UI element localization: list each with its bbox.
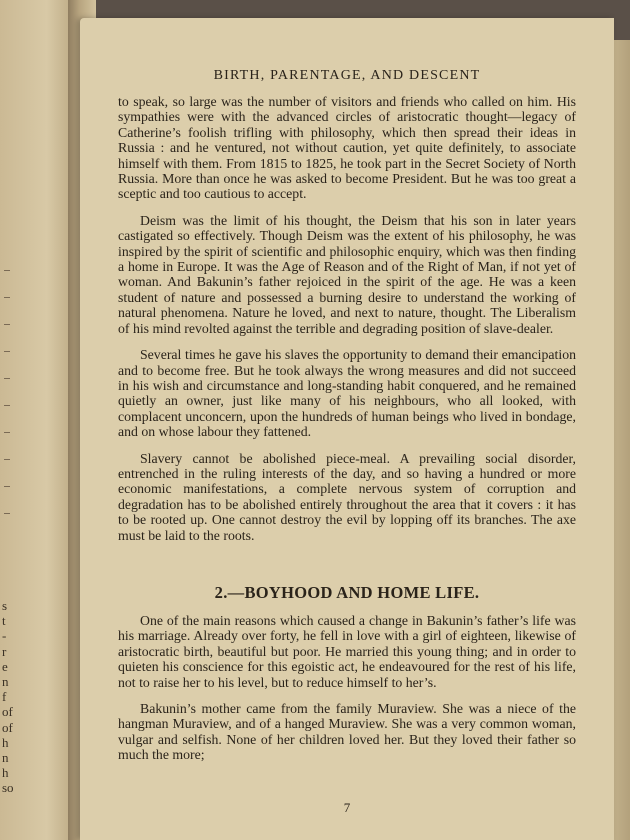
fragment: t — [2, 613, 6, 629]
fragment: of — [2, 704, 13, 720]
paragraph: to speak, so large was the number of visitors and friends who called on him. His sympathies were with the advanced circles of aristocratic thought—legacy of Catherine’s foolish trifling with philosophy, which then spread their ideas in Russia : and he ventured, not without caution, yet quite definitely, to associate himself with them. From 1815 to 1825, he took part in the Secret Society of North Russia. More than once he was asked to become President. But he was too great a sceptic and too cautious to accept. — [118, 94, 576, 202]
paragraph: Deism was the limit of his thought, the Deism that his son in later years castigated so effectively. Though Deism was the extent of his philosophy, he was inspired by the spirit of scientific and philosophic enquiry, which was then finding a home in Europe. It was the Age of Reason and of the Right of Man, if not yet of woman. And Bakunin’s father rejoiced in the spirit of the age. He was a keen student of nature and possessed a burning desire to understand the working of natural phenomena. Nature he loved, and next to nature, thought. The Liberalism of his mind revolted against the terrible and degrading position of slave-dealer. — [118, 212, 576, 336]
paragraph: One of the main reasons which caused a change in Bakunin’s father’s life was his marriage. Already over forty, he fell in love with a girl of eighteen, likewise of aristocratic birth, beautiful but poor. He married this young thing; and in order to quieten his conscience for this egoistic act, he endeavoured for the rest of his life, not to raise her to his level, but to reduce himself to her’s. — [118, 612, 576, 690]
fragment: e — [2, 658, 8, 674]
fragment: n — [2, 673, 9, 689]
fragment: - — [2, 628, 7, 644]
fragment: h — [2, 734, 9, 750]
fragment: n — [2, 749, 9, 765]
previous-page-edge — [0, 0, 78, 840]
paragraph: Bakunin’s mother came from the family Muraview. She was a niece of the hangman Muraview, and of a hanged Muraview. She was a very common woman, vulgar and selfish. None of her children loved her. But they loved their father so much the more; — [118, 701, 576, 763]
fragment: h — [2, 765, 9, 781]
fragment: so — [2, 780, 14, 796]
fragment: s — [2, 598, 8, 613]
previous-page-text-fragments — [2, 598, 22, 795]
fragment: r — [2, 643, 7, 659]
book-page — [80, 18, 614, 840]
paragraph: Several times he gave his slaves the opportunity to demand their emancipation and to become free. But he took always the wrong measures and did not succeed in his wish and circumstance and long-standing habit conquered, and he remained quietly an owner, just like many of his neighbours, who all looked, with complacent unconcern, upon the hundreds of human beings who lived in bondage, and on whose labour they fattened. — [118, 347, 576, 440]
running-head: BIRTH, PARENTAGE, AND DESCENT — [213, 68, 481, 83]
page-text-block — [118, 68, 576, 815]
previous-page-marks — [4, 270, 16, 540]
section-heading: 2.—BOYHOOD AND HOME LIFE. — [214, 582, 480, 602]
fragment: of — [2, 719, 13, 735]
fragment: f — [2, 689, 7, 705]
page-number: 7 — [343, 800, 351, 815]
paragraph: Slavery cannot be abolished piece-meal. A prevailing social disorder, entrenched in the ruling interests of the day, and so having a hundred or more economic manifestations, a complete nervous system of corruption and degradation has to be abolished entirely throughout the area that it covers : it has to be rooted up. One cannot destroy the evil by lopping off its branches. The axe must be laid to the roots. — [118, 450, 576, 543]
